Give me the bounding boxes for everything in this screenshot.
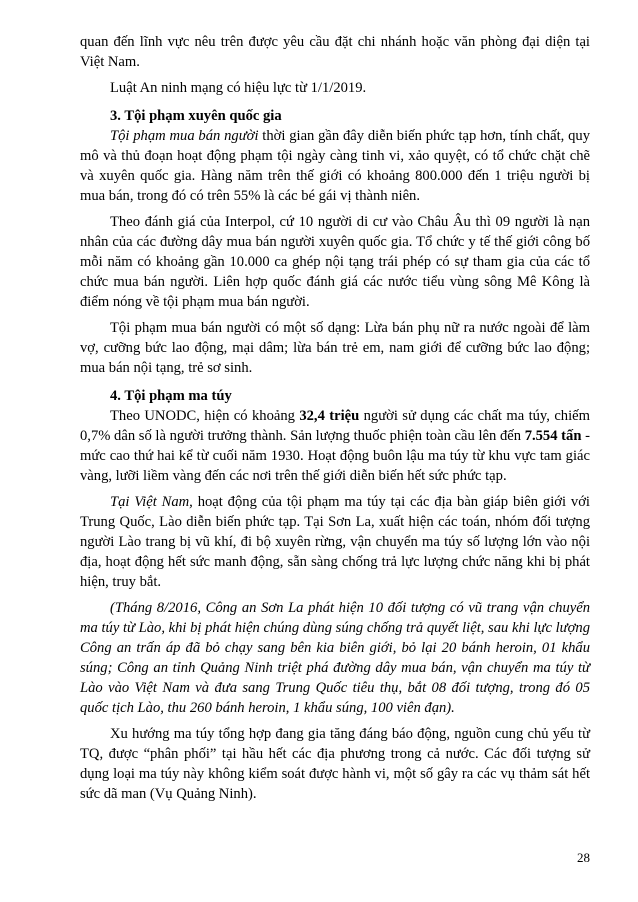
section-heading-transnational-crime: 3. Tội phạm xuyên quốc gia	[110, 108, 282, 124]
emphasis-vietnam: Tại Việt Nam,	[110, 494, 193, 510]
paragraph-synthetic-drugs: Xu hướng ma túy tổng hợp đang gia tăng đáng báo động, nguồn cung chủ yếu từ TQ, được “phân phối” tại hầu hết các địa phương trong cả nước. Các đối tượng sử dụng loại ma túy này không kiểm soát được hành vi, một số gây ra các vụ thảm sát hết sức dã man (Vụ Quảng Ninh).	[80, 726, 590, 802]
paragraph-interpol: Theo đánh giá của Interpol, cứ 10 người di cư vào Châu Âu thì 09 người là nạn nhân của các đường dây mua bán người xuyên quốc gia. Tổ chức y tế thế giới công bố mỗi năm có khoảng gần 10.000 ca ghép nội tạng trái phép có sự tham gia của các tổ chức mua bán người. Liên hợp quốc đánh giá các nước tiểu vùng sông Mê Kông là điểm nóng về tội phạm mua bán người.	[80, 214, 590, 310]
unodc-text-a: Theo UNODC, hiện có khoảng	[110, 408, 300, 424]
paragraph-case-example: (Tháng 8/2016, Công an Sơn La phát hiện 10 đối tượng có vũ trang vận chuyển ma túy từ Lào, khi bị phát hiện chúng dùng súng chống trả quyết liệt, sau khi lực lượng Công an trấn áp đã bỏ chạy sang bên kia biên giới, bỏ lại 20 bánh heroin, 01 khẩu súng; Công an tỉnh Quảng Ninh triệt phá đường dây mua bán, vận chuyển ma túy từ Lào vào Việt Nam và đưa sang Trung Quốc tiêu thụ, bắt 08 đối tượng, trong đó 05 quốc tịch Lào, thu 260 bánh heroin, 1 khẩu súng, 100 viên đạn).	[80, 600, 590, 716]
unodc-text-c: người sử dụng các chất ma túy, chiếm 0,7% dân số là người trưởng thành. Sản lượng thuốc phiện toàn cầu lên đến	[80, 408, 590, 444]
emphasis-human-trafficking: Tội phạm mua bán người	[110, 128, 259, 144]
unodc-bold-users: 32,4 triệu	[299, 408, 360, 424]
page-body	[80, 32, 590, 804]
paragraph-unodc	[80, 406, 590, 486]
unodc-text-e: - mức cao thứ hai kể từ cuối năm 1930. Hoạt động buôn lậu ma túy từ khu vực tam giác vàng, lưỡi liềm vàng đến các nơi trên thế giới diễn biến hết sức phức tạp.	[80, 428, 590, 484]
section-heading-drug-crime: 4. Tội phạm ma túy	[110, 388, 232, 404]
unodc-bold-tonnes: 7.554 tấn	[524, 428, 582, 444]
paragraph-human-trafficking	[80, 126, 590, 206]
paragraph-vietnam-drugs	[80, 492, 590, 592]
page-number: 28	[577, 850, 590, 865]
paragraph-continuation: quan đến lĩnh vực nêu trên được yêu cầu đặt chi nhánh hoặc văn phòng đại diện tại Việt Nam.	[80, 34, 590, 70]
paragraph-human-trafficking-text: thời gian gần đây diễn biến phức tạp hơn, tính chất, quy mô và thủ đoạn hoạt động phạm tội ngày càng tinh vi, xảo quyệt, có tổ chức chặt chẽ và xuyên quốc gia. Hàng năm trên thế giới có khoảng 800.000 đến 1 triệu người bị mua bán, trong đó có trên 55% là các bé gái vị thành niên.	[80, 128, 590, 204]
paragraph-law-effective: Luật An ninh mạng có hiệu lực từ 1/1/2019.	[110, 80, 367, 96]
paragraph-trafficking-forms: Tội phạm mua bán người có một số dạng: Lừa bán phụ nữ ra nước ngoài để làm vợ, cưỡng bức lao động, mại dâm; lừa bán trẻ em, nam giới để cưỡng bức lao động; mua bán nội tạng, trẻ sơ sinh.	[80, 320, 590, 376]
paragraph-vietnam-drugs-text: hoạt động của tội phạm ma túy tại các địa bàn giáp biên giới với Trung Quốc, Lào diễn biến phức tạp. Tại Sơn La, xuất hiện các toán, nhóm đối tượng người Lào trang bị vũ khí, đi bộ xuyên rừng, vận chuyển ma túy số lượng lớn vào nội địa, hoạt động hết sức manh động, sẵn sàng chống trả lực lượng chức năng khi bị phát hiện, truy bắt.	[80, 494, 590, 590]
